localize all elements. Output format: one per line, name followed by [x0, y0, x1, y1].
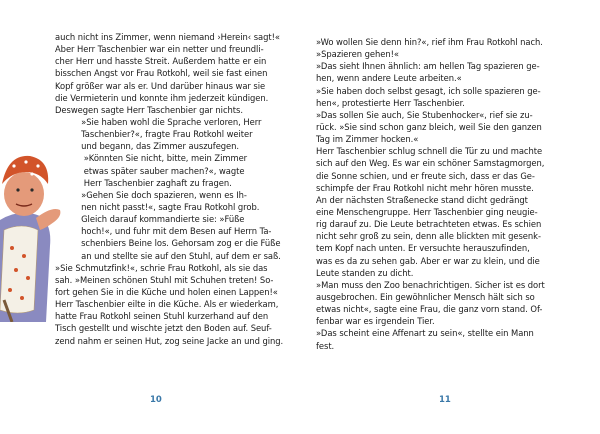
text-line: fest.	[316, 340, 335, 351]
page-number-left: 10	[150, 395, 162, 405]
text-line: sich auf den Weg. Es war ein schöner Samstagmorgen,	[316, 158, 545, 169]
text-line: eine Menschengruppe. Herr Taschenbier ging neugie-	[316, 206, 538, 217]
text-line: »Das sollen Sie auch, Sie Stubenhocker«, rief sie zu-	[316, 109, 533, 120]
text-line: »Das sieht Ihnen ähnlich: am hellen Tag spazieren ge-	[316, 61, 540, 72]
face-shape	[4, 172, 44, 216]
text-line: »Spazieren gehen!«	[316, 49, 399, 60]
text-line: »Sie haben doch selbst gesagt, ich solle spazieren ge-	[316, 85, 541, 96]
text-line: Herr Taschenbier eilte in die Küche. Als er wiederkam,	[55, 299, 279, 310]
text-line: »Könnten Sie nicht, bitte, mein Zimmer	[55, 153, 248, 164]
text-line: nen nicht passt!«, sagte Frau Rotkohl grob.	[55, 201, 260, 212]
text-line: fenbar war es irgendein Tier.	[316, 316, 435, 327]
right-text-column	[316, 36, 545, 352]
text-line: an und stellte sie auf den Stuhl, auf dem er saß.	[55, 250, 281, 261]
apron-shape	[0, 226, 38, 313]
left-text-column	[55, 31, 283, 347]
text-line: »Sie haben wohl die Sprache verloren, Herr	[55, 116, 262, 127]
text-line: cher Herr und hasste Streit. Außerdem hatte er ein	[55, 56, 267, 67]
text-line: »Gehen Sie doch spazieren, wenn es Ih-	[55, 189, 247, 200]
text-line: Leute standen zu dicht.	[316, 267, 414, 278]
text-line: Tag im Zimmer hocken.«	[316, 134, 419, 145]
text-line: die Sonne schien, und er freute sich, dass er das Ge-	[316, 170, 535, 181]
text-line: sah. »Meinen schönen Stuhl mit Schuhen treten! So-	[55, 274, 274, 285]
text-line: schenbiers Beine los. Gehorsam zog er die Füße	[55, 238, 281, 249]
text-line: was es da zu sehen gab. Aber er war zu klein, und die	[316, 255, 540, 266]
text-line: rig darauf zu. Die Leute betrachteten etwas. Es schien	[316, 219, 542, 230]
text-line: fort gehen Sie in die Küche und holen einen Lappen!«	[55, 286, 278, 297]
text-line: Aber Herr Taschenbier war ein netter und freundli-	[55, 44, 264, 55]
text-line: hen«, protestierte Herr Taschenbier.	[316, 97, 465, 108]
text-line: hoch!«, und fuhr mit dem Besen auf Herrn Ta-	[55, 226, 272, 237]
text-line: die Vermieterin und konnte ihm jederzeit kündigen.	[55, 92, 269, 103]
text-line: Kopf größer war als er. Und darüber hinaus war sie	[55, 80, 266, 91]
frau-rotkohl-illustration	[0, 150, 62, 322]
text-line: Deswegen sagte Herr Taschenbier gar nichts.	[55, 104, 243, 115]
text-line: »Das scheint eine Affenart zu sein«, stellte ein Mann	[316, 328, 534, 339]
text-line: An der nächsten Straßenecke stand dicht gedrängt	[316, 194, 528, 205]
page-number-right: 11	[439, 395, 451, 405]
text-line: etwas später sauber machen?«, wagte	[55, 165, 245, 176]
text-line: Gleich darauf kommandierte sie: »Füße	[55, 214, 245, 225]
text-line: Tisch gestellt und wischte jetzt den Boden auf. Seuf-	[55, 323, 272, 334]
text-line: etwas nicht«, sagte eine Frau, die ganz vorn stand. Of-	[316, 304, 543, 315]
text-line: schimpfe der Frau Rotkohl nicht mehr hören musste.	[316, 182, 534, 193]
text-line: Herr Taschenbier zaghaft zu fragen.	[55, 177, 232, 188]
text-line: Herr Taschenbier schlug schnell die Tür zu und machte	[316, 146, 543, 157]
text-line: hen, wenn andere Leute arbeiten.«	[316, 73, 462, 84]
text-line: rück. »Sie sind schon ganz bleich, weil Sie den ganzen	[316, 121, 542, 132]
text-line: ausgebrochen. Ein gewöhnlicher Mensch hält sich so	[316, 291, 535, 302]
text-line: bisschen Angst vor Frau Rotkohl, weil sie fast einen	[55, 68, 268, 79]
text-line: Taschenbier?«, fragte Frau Rotkohl weiter	[55, 129, 253, 140]
text-line: nicht sehr groß zu sein, denn alle blickten mit gesenk-	[316, 231, 541, 242]
text-line: auch nicht ins Zimmer, wenn niemand ›Herein‹ sagt!«	[55, 32, 280, 42]
text-line: »Wo wollen Sie denn hin?«, rief ihm Frau Rotkohl nach.	[316, 37, 543, 47]
text-line: tem Kopf nach unten. Er versuchte herauszufinden,	[316, 243, 530, 254]
text-line: und begann, das Zimmer auszufegen.	[55, 141, 240, 152]
text-line: »Man muss den Zoo benachrichtigen. Sicher ist es dort	[316, 279, 545, 290]
text-line: hatte Frau Rotkohl seinen Stuhl kurzerhand auf den	[55, 311, 269, 322]
text-line: »Sie Schmutzfink!«, schrie Frau Rotkohl, als sie das	[55, 262, 268, 273]
text-line: zend nahm er seinen Hut, zog seine Jacke an und ging.	[55, 335, 284, 346]
right-page	[300, 0, 600, 434]
